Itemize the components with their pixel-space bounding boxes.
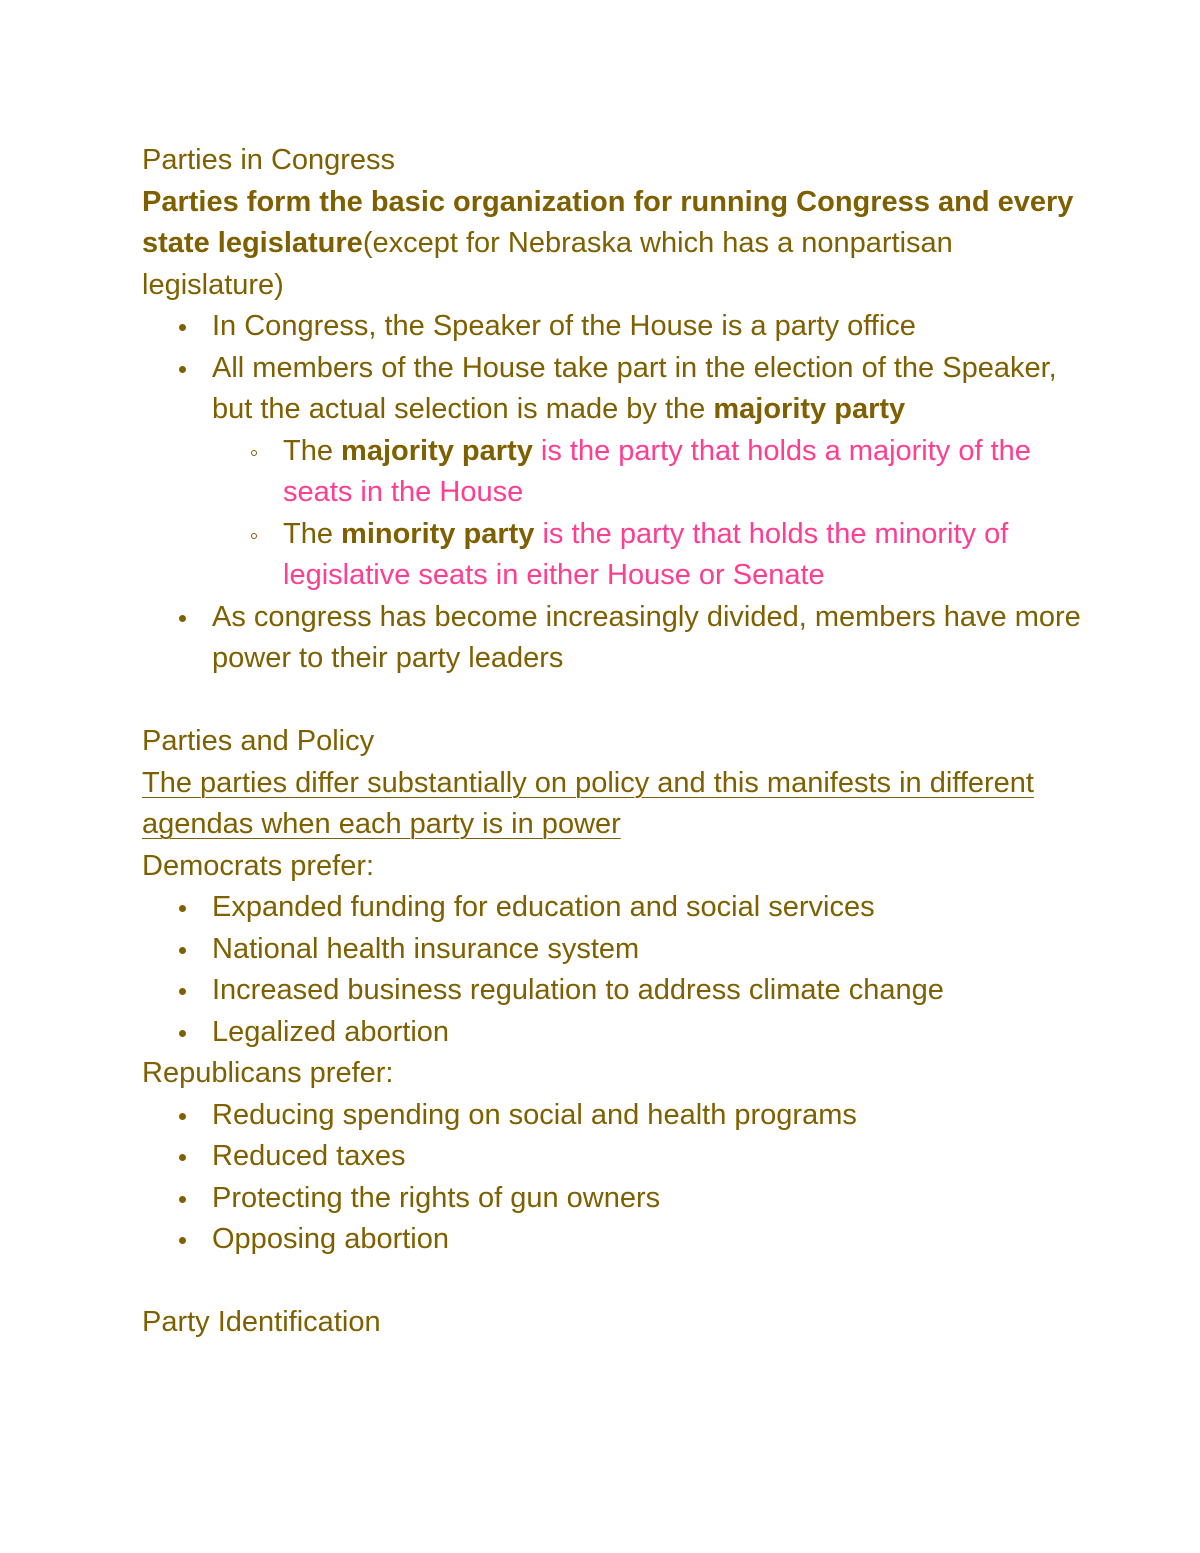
sub-item-bold: majority party xyxy=(341,434,533,467)
list-item-bold: majority party xyxy=(713,393,906,425)
list-item-text: Expanded funding for education and social services xyxy=(212,891,875,923)
list-item-text: Reducing spending on social and health programs xyxy=(212,1098,857,1131)
sub-list-item xyxy=(142,431,1082,514)
list-item xyxy=(142,348,1082,431)
intro-bold: Parties form the basic organization for running Congress and every state legislature xyxy=(142,185,1074,259)
intro-paragraph xyxy=(142,182,1082,307)
democrats-list xyxy=(142,887,1082,1053)
bullet-icon xyxy=(179,905,186,912)
list-item xyxy=(142,929,1082,971)
republicans-label: Republicans prefer: xyxy=(142,1057,394,1089)
sub-item-definition: is the party that holds the minority of legislative seats in either House or Senate xyxy=(283,517,1009,591)
section-heading-parties-in-congress: Parties in Congress xyxy=(142,144,396,176)
list-item-text: Reduced taxes xyxy=(212,1140,406,1172)
bullet-icon xyxy=(179,1113,186,1120)
sub-item-text: The xyxy=(283,517,342,550)
blank-line xyxy=(142,1261,1082,1303)
republicans-list xyxy=(142,1095,1082,1261)
section-heading-party-identification: Party Identification xyxy=(142,1306,381,1338)
list-item xyxy=(142,1178,1082,1220)
list-item-text: National health insurance system xyxy=(212,932,640,965)
bullet-icon xyxy=(179,324,186,331)
bullet-icon xyxy=(179,1196,186,1203)
list-item xyxy=(142,1012,1082,1054)
circle-bullet-icon xyxy=(251,533,257,539)
democrats-label: Democrats prefer: xyxy=(142,849,375,882)
list-item-text: Protecting the rights of gun owners xyxy=(212,1181,661,1214)
list-item-text: As congress has become increasingly divided, members have more power to their party leaders xyxy=(212,600,1081,674)
blank-line xyxy=(142,680,1082,722)
list-item xyxy=(142,887,1082,929)
intro-rest: (except for Nebraska which has a nonpartisan legislature) xyxy=(142,227,953,301)
circle-bullet-icon xyxy=(251,450,257,456)
sub-item-text: The xyxy=(283,434,342,467)
bullet-icon xyxy=(179,366,186,373)
list-item-text: In Congress, the Speaker of the House is a party office xyxy=(212,310,916,342)
list-item xyxy=(142,1095,1082,1137)
sub-list-item xyxy=(142,514,1082,597)
policy-intro-underlined: The parties differ substantially on policy and this manifests in different agendas when each party is in power xyxy=(142,766,1034,840)
congress-bullet-list xyxy=(142,306,1082,680)
bullet-icon xyxy=(179,1154,186,1161)
document-page xyxy=(142,140,1082,1344)
list-item-text: Legalized abortion xyxy=(212,1015,450,1048)
bullet-icon xyxy=(179,1237,186,1244)
sub-item-bold: minority party xyxy=(341,517,535,550)
section-heading-parties-and-policy: Parties and Policy xyxy=(142,725,375,757)
bullet-icon xyxy=(179,1030,186,1037)
list-item xyxy=(142,970,1082,1012)
list-item-text: Increased business regulation to address climate change xyxy=(212,974,944,1006)
list-item-text: All members of the House take part in the election of the Speaker, but the actual selection is made by the xyxy=(212,351,1057,425)
list-item xyxy=(142,1219,1082,1261)
list-item xyxy=(142,306,1082,348)
list-item xyxy=(142,1136,1082,1178)
list-item-text: Opposing abortion xyxy=(212,1223,449,1255)
bullet-icon xyxy=(179,615,186,622)
list-item xyxy=(142,597,1082,680)
bullet-icon xyxy=(179,988,186,995)
bullet-icon xyxy=(179,947,186,954)
sub-item-definition: is the party that holds a majority of the seats in the House xyxy=(283,434,1031,508)
